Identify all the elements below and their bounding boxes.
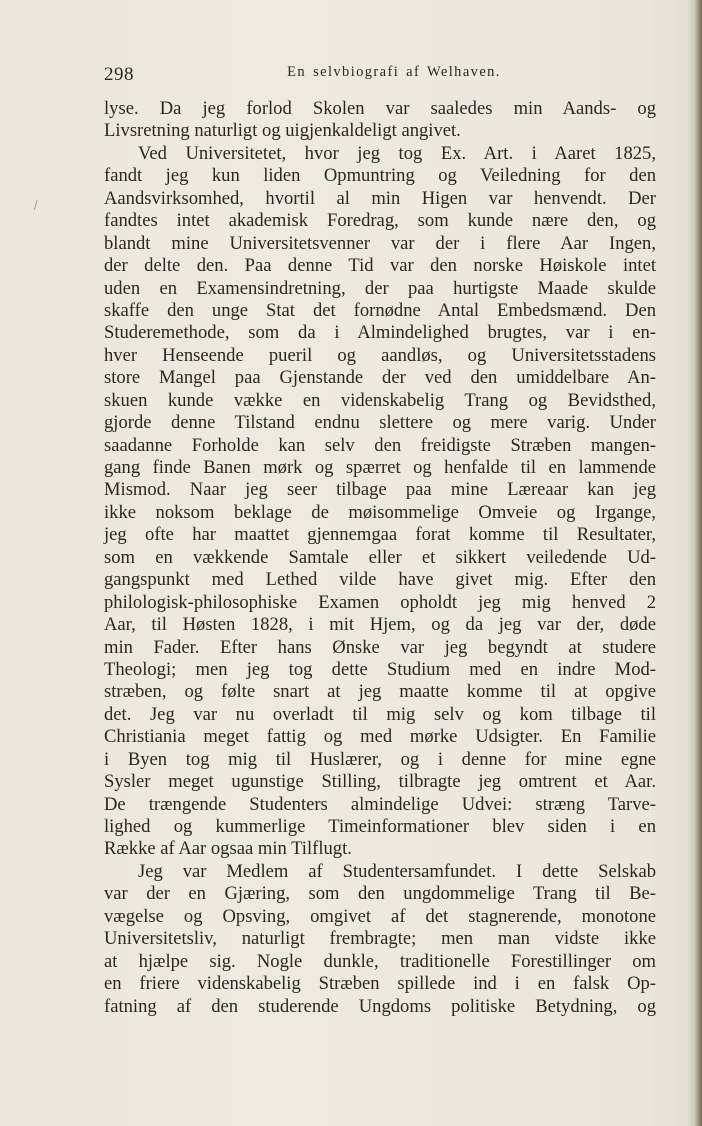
text-line: fandtes intet akademisk Foredrag, som kunde nære den, og bbox=[104, 210, 656, 232]
stray-mark: \ bbox=[29, 198, 42, 213]
page-number: 298 bbox=[104, 64, 134, 85]
text-line: Theologi; men jeg tog dette Studium med en indre Mod- bbox=[104, 658, 656, 680]
text-line: skaffe den unge Stat det fornødne Antal Embedsmænd. Den bbox=[104, 299, 656, 321]
text-line: at hjælpe sig. Nogle dunkle, traditionelle Forestillinger om bbox=[104, 950, 656, 972]
text-line: fatning af den studerende Ungdoms politiske Betydning, og bbox=[104, 995, 656, 1017]
text-line: Aar, til Høsten 1828, i mit Hjem, og da jeg var der, døde bbox=[104, 614, 656, 636]
body-text bbox=[104, 98, 656, 1018]
text-line: Række af Aar ogsaa min Tilflugt. bbox=[104, 838, 352, 860]
text-line: i Byen tog mig til Huslærer, og i denne for mine egne bbox=[104, 748, 656, 770]
text-line: gjorde denne Tilstand endnu slettere og mere varig. Under bbox=[104, 412, 656, 434]
text-line: uden en Examensindretning, der paa hurtigste Maade skulde bbox=[104, 277, 656, 299]
text-line: De trængende Studenters almindelige Udvei: stræng Tarve- bbox=[104, 793, 656, 815]
text-line: philologisk-philosophiske Examen opholdt jeg mig henved 2 bbox=[104, 591, 656, 613]
text-line: min Fader. Efter hans Ønske var jeg begyndt at studere bbox=[104, 636, 656, 658]
text-line: lyse. Da jeg forlod Skolen var saaledes min Aands- og bbox=[104, 98, 656, 119]
text-line: blandt mine Universitetsvenner var der i flere Aar Ingen, bbox=[104, 232, 656, 254]
text-line: gang finde Banen mørk og spærret og henfalde til en lammende bbox=[104, 457, 656, 478]
text-line: saadanne Forholde kan selv den freidigste Stræben mangen- bbox=[104, 434, 656, 456]
text-line: Sysler meget ugunstige Stilling, tilbragte jeg omtrent et Aar. bbox=[104, 771, 656, 793]
text-line: hver Henseende pueril og aandløs, og Universitetsstadens bbox=[104, 344, 656, 366]
text-line: lighed og kummerlige Timeinformationer blev siden i en bbox=[104, 816, 656, 837]
text-line: skuen kunde vække en videnskabelig Trang og Bevidsthed, bbox=[104, 389, 656, 411]
text-line: der delte den. Paa denne Tid var den norske Høiskole intet bbox=[104, 255, 656, 277]
text-line: Aandsvirksomhed, hvortil al min Higen var henvendt. Der bbox=[104, 187, 656, 209]
text-line: store Mangel paa Gjenstande der ved den umiddelbare An- bbox=[104, 367, 656, 389]
text-line: Mismod. Naar jeg seer tilbage paa mine Læreaar kan jeg bbox=[104, 479, 656, 501]
page-header bbox=[104, 60, 660, 84]
text-line: vægelse og Opsving, omgivet af det stagnerende, monotone bbox=[104, 905, 656, 927]
text-line: gangspunkt med Lethed vilde have givet mig. Efter den bbox=[104, 569, 656, 591]
text-line: en friere videnskabelig Stræben spillede ind i en falsk Op- bbox=[104, 973, 656, 995]
text-line: Studeremethode, som da i Almindelighed brugtes, var i en- bbox=[104, 322, 656, 344]
text-line: det. Jeg var nu overladt til mig selv og kom tilbage til bbox=[104, 703, 656, 725]
text-line: Ved Universitetet, hvor jeg tog Ex. Art. i Aaret 1825, bbox=[138, 142, 656, 164]
text-line: var der en Gjæring, som den ungdommelige Trang til Be- bbox=[104, 883, 656, 905]
text-line: Jeg var Medlem af Studentersamfundet. I dette Selskab bbox=[138, 860, 656, 882]
text-line: stræben, og følte snart at jeg maatte komme til at opgive bbox=[104, 681, 656, 703]
text-line: Christiania meget fattig og med mørke Udsigter. En Familie bbox=[104, 726, 656, 748]
text-line: som en vækkende Samtale eller et sikkert veiledende Ud- bbox=[104, 546, 656, 568]
running-head: En selvbiografi af Welhaven. bbox=[287, 64, 501, 80]
text-line: Livsretning naturligt og uigjenkaldeligt angivet. bbox=[104, 120, 461, 142]
text-line: jeg ofte har maattet gjennemgaa forat komme til Resultater, bbox=[104, 524, 656, 546]
text-line: Universitetsliv, naturligt frembragte; men man vidste ikke bbox=[104, 928, 656, 950]
text-line: fandt jeg kun liden Opmuntring og Veiledning for den bbox=[104, 165, 656, 187]
page-edge bbox=[694, 0, 702, 1126]
text-line: ikke noksom beklage de møisommelige Omveie og Irgange, bbox=[104, 501, 656, 523]
